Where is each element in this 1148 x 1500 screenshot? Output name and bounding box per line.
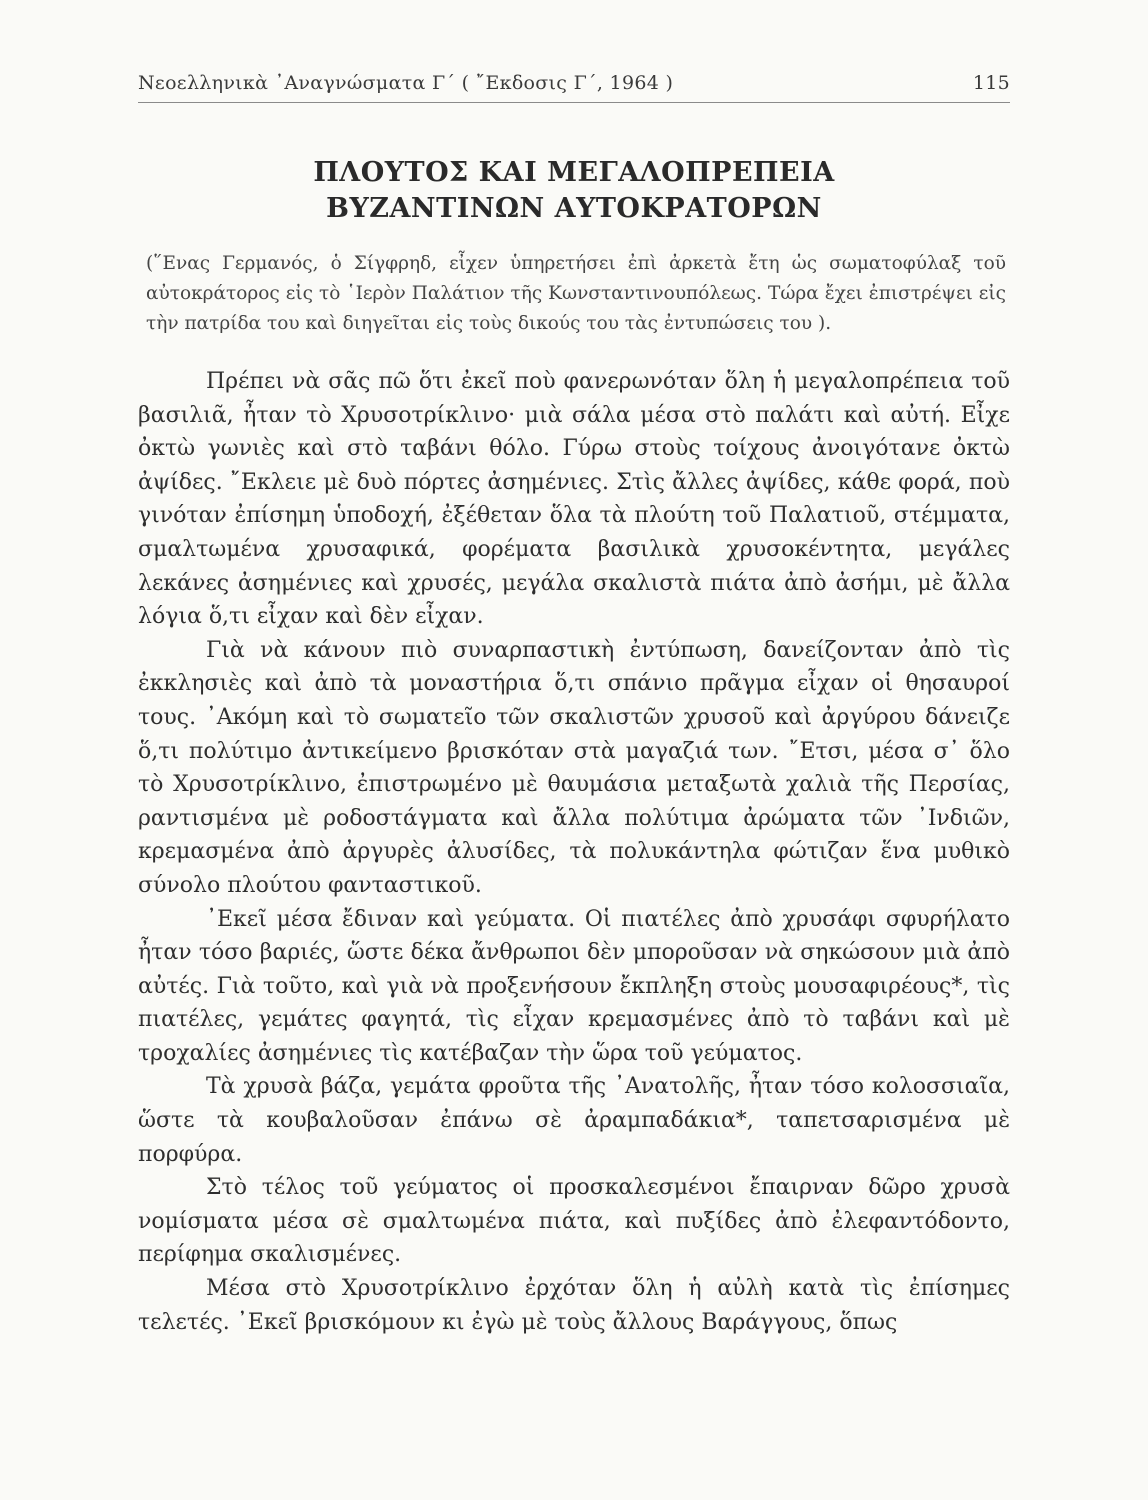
- paragraph: Στὸ τέλος τοῦ γεύματος οἱ προσκαλεσμένοι ἔπαιρναν δῶρο χρυσὰ νομίσματα μέσα σὲ σμαλτωμένα πιάτα, καὶ πυξίδες ἀπὸ ἐλεφαντόδοντο, περίφημα σκαλισμένες.: [138, 1175, 1010, 1268]
- page-number: 115: [972, 72, 1010, 94]
- paragraph: ᾿Εκεῖ μέσα ἔδιναν καὶ γεύματα. Οἱ πιατέλες ἀπὸ χρυσάφι σφυρήλατο ἦταν τόσο βαριές, ὥστε δέκα ἄνθρωποι δὲν μποροῦσαν νὰ σηκώσουν μιὰ ἀπὸ αὐτές. Γιὰ τοῦτο, καὶ γιὰ νὰ προξενήσουν ἔκπληξη στοὺς μουσαφιρέους*, τὶς πιατέλες, γεμάτες φαγητά, τὶς εἶχαν κρεμασμένες ἀπὸ τὸ ταβάνι καὶ μὲ τροχαλίες ἀσημένιες τὶς κατέβαζαν τὴν ὥρα τοῦ γεύματος.: [138, 906, 1010, 1066]
- paragraph: Μέσα στὸ Χρυσοτρίκλινο ἐρχόταν ὅλη ἡ αὐλὴ κατὰ τὶς ἐπίσημες τελετές. ᾿Εκεῖ βρισκόμουν κι ἐγὼ μὲ τοὺς ἄλλους Βαράγγους, ὅπως: [138, 1276, 1010, 1335]
- chapter-title-line-1: ΠΛΟΥΤΟΣ ΚΑΙ ΜΕΓΑΛΟΠΡΕΠΕΙΑ: [313, 157, 835, 188]
- page: [138, 72, 1010, 1339]
- chapter-title-line-2: ΒΥΖΑΝΤΙΝΩΝ ΑΥΤΟΚΡΑΤΟΡΩΝ: [326, 193, 822, 224]
- chapter-title: [138, 155, 1010, 227]
- intro-note: (῞Ενας Γερμανός, ὁ Σίγφρηδ, εἶχεν ὑπηρετήσει ἐπὶ ἀρκετὰ ἔτη ὡς σωματοφύλαξ τοῦ αὐτοκράτορος εἰς τὸ ῾Ιερὸν Παλάτιον τῆς Κωνσταντινουπόλεως. Τώρα ἔχει ἐπιστρέψει εἰς τὴν πατρίδα του καὶ διηγεῖται εἰς τοὺς δικούς του τὰς ἐντυπώσεις του ).: [146, 253, 1006, 334]
- paragraph: Τὰ χρυσὰ βάζα, γεμάτα φροῦτα τῆς ᾿Ανατολῆς, ἦταν τόσο κολοσσιαῖα, ὥστε τὰ κουβαλοῦσαν ἐπάνω σὲ ἀραμπαδάκια*, ταπετσαρισμένα μὲ πορφύρα.: [138, 1074, 1010, 1167]
- body-text: [138, 365, 1010, 1339]
- book-title: Νεοελληνικὰ ᾿Αναγνώσματα Γ΄ ( ῎Εκδοσις Γ΄, 1964 ): [138, 72, 674, 94]
- running-head: [138, 72, 1010, 103]
- paragraph: Γιὰ νὰ κάνουν πιὸ συναρπαστικὴ ἐντύπωση, δανείζονταν ἀπὸ τὶς ἐκκλησιὲς καὶ ἀπὸ τὰ μοναστήρια ὅ,τι σπάνιο πρᾶγμα εἶχαν οἱ θησαυροί τους. ᾿Ακόμη καὶ τὸ σωματεῖο τῶν σκαλιστῶν χρυσοῦ καὶ ἀργύρου δάνειζε ὅ,τι πολύτιμο ἀντικείμενο βρισκόταν στὰ μαγαζιά των. ῎Ετσι, μέσα σ᾿ ὅλο τὸ Χρυσοτρίκλινο, ἐπιστρωμένο μὲ θαυμάσια μεταξωτὰ χαλιὰ τῆς Περσίας, ραντισμένα μὲ ροδοστάγματα καὶ ἄλλα πολύτιμα ἀρώματα τῶν ᾿Ινδιῶν, κρεμασμένα ἀπὸ ἀργυρὲς ἀλυσίδες, τὰ πολυκάντηλα φώτιζαν ἕνα μυθικὸ σύνολο πλούτου φανταστικοῦ.: [138, 637, 1010, 898]
- paragraph: Πρέπει νὰ σᾶς πῶ ὅτι ἐκεῖ ποὺ φανερωνόταν ὅλη ἡ μεγαλοπρέπεια τοῦ βασιλιᾶ, ἦταν τὸ Χρυσοτρίκλινο· μιὰ σάλα μέσα στὸ παλάτι καὶ αὐτή. Εἶχε ὀκτὼ γωνιὲς καὶ στὸ ταβάνι θόλο. Γύρω στοὺς τοίχους ἀνοιγότανε ὀκτὼ ἀψίδες. ῎Εκλειε μὲ δυὸ πόρτες ἀσημένιες. Στὶς ἄλλες ἀψίδες, κάθε φορά, ποὺ γινόταν ἐπίσημη ὑποδοχή, ἐξέθεταν ὅλα τὰ πλούτη τοῦ Παλατιοῦ, στέμματα, σμαλτωμένα χρυσαφικά, φορέματα βασιλικὰ χρυσοκέντητα, μεγάλες λεκάνες ἀσημένιες καὶ χρυσές, μεγάλα σκαλιστὰ πιάτα ἀπὸ ἀσήμι, μὲ ἄλλα λόγια ὅ,τι εἶχαν καὶ δὲν εἶχαν.: [138, 369, 1010, 630]
